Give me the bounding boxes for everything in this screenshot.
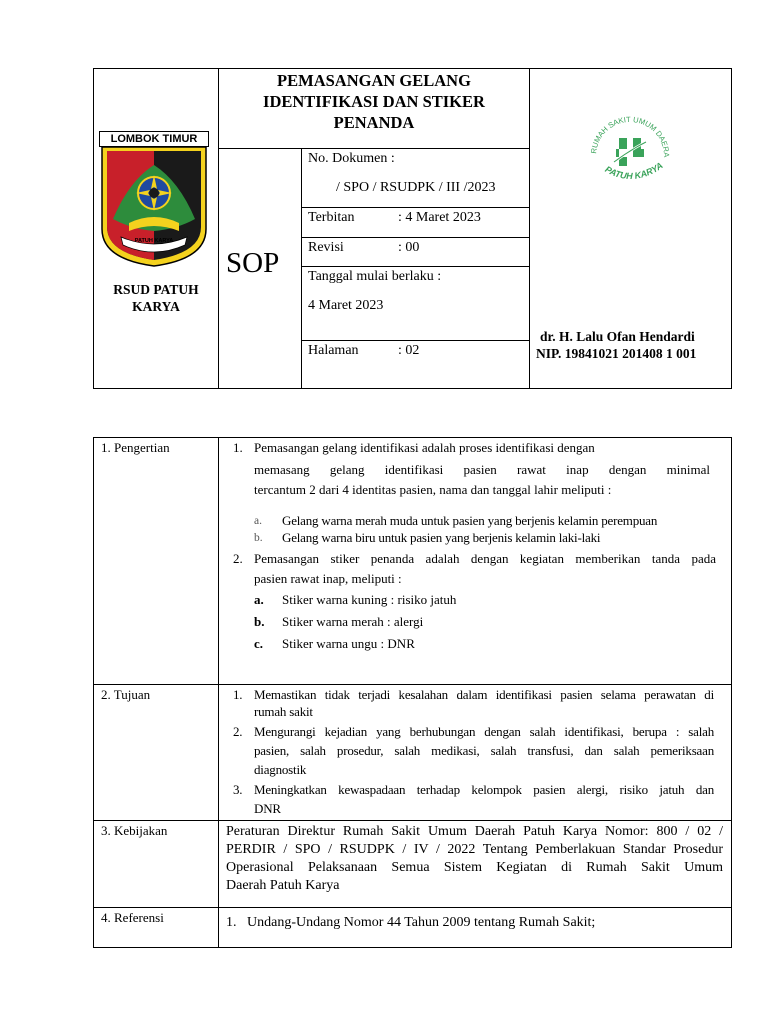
rule [93, 68, 94, 389]
list-number: 2. [233, 724, 243, 739]
rule [93, 388, 732, 389]
halaman-value: : 02 [398, 343, 420, 358]
rule [301, 266, 530, 267]
kebijakan-line: PERDIR / SPO / RSUDPK / IV / 2022 Tentang Pemberlakuan Standar Prosedur [226, 842, 723, 857]
sticker-yellow-text: Stiker warna kuning : risiko jatuh [282, 592, 457, 607]
bracelet-blue-text: Gelang warna biru untuk pasien yang berjenis kelamin laki-laki [282, 530, 601, 545]
sop-label: SOP [226, 247, 280, 279]
section-label-pengertian: 1. Pengertian [101, 440, 170, 455]
doc-no-label: No. Dokumen : [308, 151, 395, 166]
signer-nip: NIP. 19841021 201408 1 001 [536, 346, 697, 361]
sub-mark: a. [254, 515, 262, 527]
tujuan-item-line: pasien, salah prosedur, salah medikasi, salah transfusi, dan salah pemeriksaan [254, 743, 714, 758]
section-label-tujuan: 2. Tujuan [101, 687, 151, 702]
tujuan-item-line: diagnostik [254, 762, 307, 777]
svg-text:RUMAH SAKIT UMUM DAERAH [580, 108, 671, 158]
list-number: 1. [233, 440, 243, 455]
sticker-purple-text: Stiker warna ungu : DNR [282, 636, 415, 651]
section-label-referensi: 4. Referensi [101, 910, 164, 925]
rule [301, 148, 302, 389]
referensi-item: 1. Undang-Undang Nomor 44 Tahun 2009 tentang Rumah Sakit; [226, 915, 596, 930]
tujuan-item-line: Mengurangi kejadian yang berhubungan dengan salah identifikasi, berupa : salah [254, 724, 714, 739]
lombok-timur-crest [99, 131, 209, 268]
kebijakan-line: Daerah Patuh Karya [226, 878, 340, 893]
rule [218, 148, 530, 149]
rule [93, 947, 732, 948]
rule [218, 437, 219, 948]
bracelet-pink-text: Gelang warna merah muda untuk pasien yang berjenis kelamin perempuan [282, 513, 658, 528]
tujuan-item-line: rumah sakit [254, 704, 313, 719]
effective-date-label: Tanggal mulai berlaku : [308, 269, 442, 284]
kebijakan-line: Operasional Pelaksanaan Semua Sistem Kegiatan di Rumah Sakit Umum [226, 860, 723, 875]
revisi-value: : 00 [398, 240, 420, 255]
rule [301, 340, 530, 341]
crest-motto: PATUH KARYA [134, 238, 174, 244]
rule [731, 437, 732, 948]
rule [93, 907, 732, 908]
rule [731, 68, 732, 389]
sub-mark: c. [254, 636, 264, 651]
tujuan-item-line: DNR [254, 801, 281, 816]
revisi-label: Revisi [308, 240, 344, 255]
pengertian-item2-line: pasien rawat inap, meliputi : [254, 571, 402, 586]
rule [301, 207, 530, 208]
rule [93, 684, 732, 685]
sticker-red-text: Stiker warna merah : alergi [282, 614, 424, 629]
pengertian-item1-line: Pemasangan gelang identifikasi adalah proses identifikasi dengan [254, 440, 595, 455]
crest-banner: LOMBOK TIMUR [99, 131, 209, 147]
tujuan-item-line: Meningkatkan kewaspadaan terhadap kelompok pasien alergi, risiko jatuh dan [254, 782, 714, 797]
halaman-label: Halaman [308, 343, 359, 358]
kebijakan-line: Peraturan Direktur Rumah Sakit Umum Daerah Patuh Karya Nomor: 800 / 02 / [226, 824, 723, 839]
rule [93, 437, 94, 948]
org-name: RSUD PATUH KARYA [113, 282, 199, 314]
terbitan-value: : 4 Maret 2023 [398, 210, 481, 225]
logo-ring-text: RUMAH SAKIT UMUM DAERA [589, 114, 672, 158]
rule [301, 237, 530, 238]
pengertian-item1-line: memasang gelang identifikasi pasien rawat inap dengan minimal [254, 462, 710, 477]
list-number: 3. [233, 782, 243, 797]
tujuan-item-line: Memastikan tidak terjadi kesalahan dalam identifikasi pasien selama perawatan di [254, 687, 714, 702]
rule [93, 820, 732, 821]
terbitan-label: Terbitan [308, 210, 355, 225]
list-number: 2. [233, 551, 243, 566]
rule [93, 68, 732, 69]
logo-bottom-text: PATUH KARYA [603, 160, 665, 182]
rule [218, 68, 219, 389]
signer-name: dr. H. Lalu Ofan Hendardi [540, 329, 695, 344]
pengertian-item1-line: tercantum 2 dari 4 identitas pasien, nama dan tanggal lahir meliputi : [254, 482, 612, 497]
doc-no-value: / SPO / RSUDPK / III /2023 [336, 180, 496, 195]
sub-mark: b. [254, 532, 263, 544]
pengertian-item2-line: Pemasangan stiker penanda adalah dengan kegiatan memberikan tanda pada [254, 551, 716, 566]
sub-mark: b. [254, 614, 265, 629]
list-number: 1. [233, 687, 243, 702]
hospital-logo [580, 108, 680, 190]
document-title: PEMASANGAN GELANG IDENTIFIKASI DAN STIKER PENANDA [263, 71, 485, 132]
svg-text:PATUH KARYA [603, 160, 664, 181]
rule [93, 437, 732, 438]
sub-mark: a. [254, 592, 264, 607]
effective-date-value: 4 Maret 2023 [308, 298, 384, 313]
section-label-kebijakan: 3. Kebijakan [101, 823, 168, 838]
